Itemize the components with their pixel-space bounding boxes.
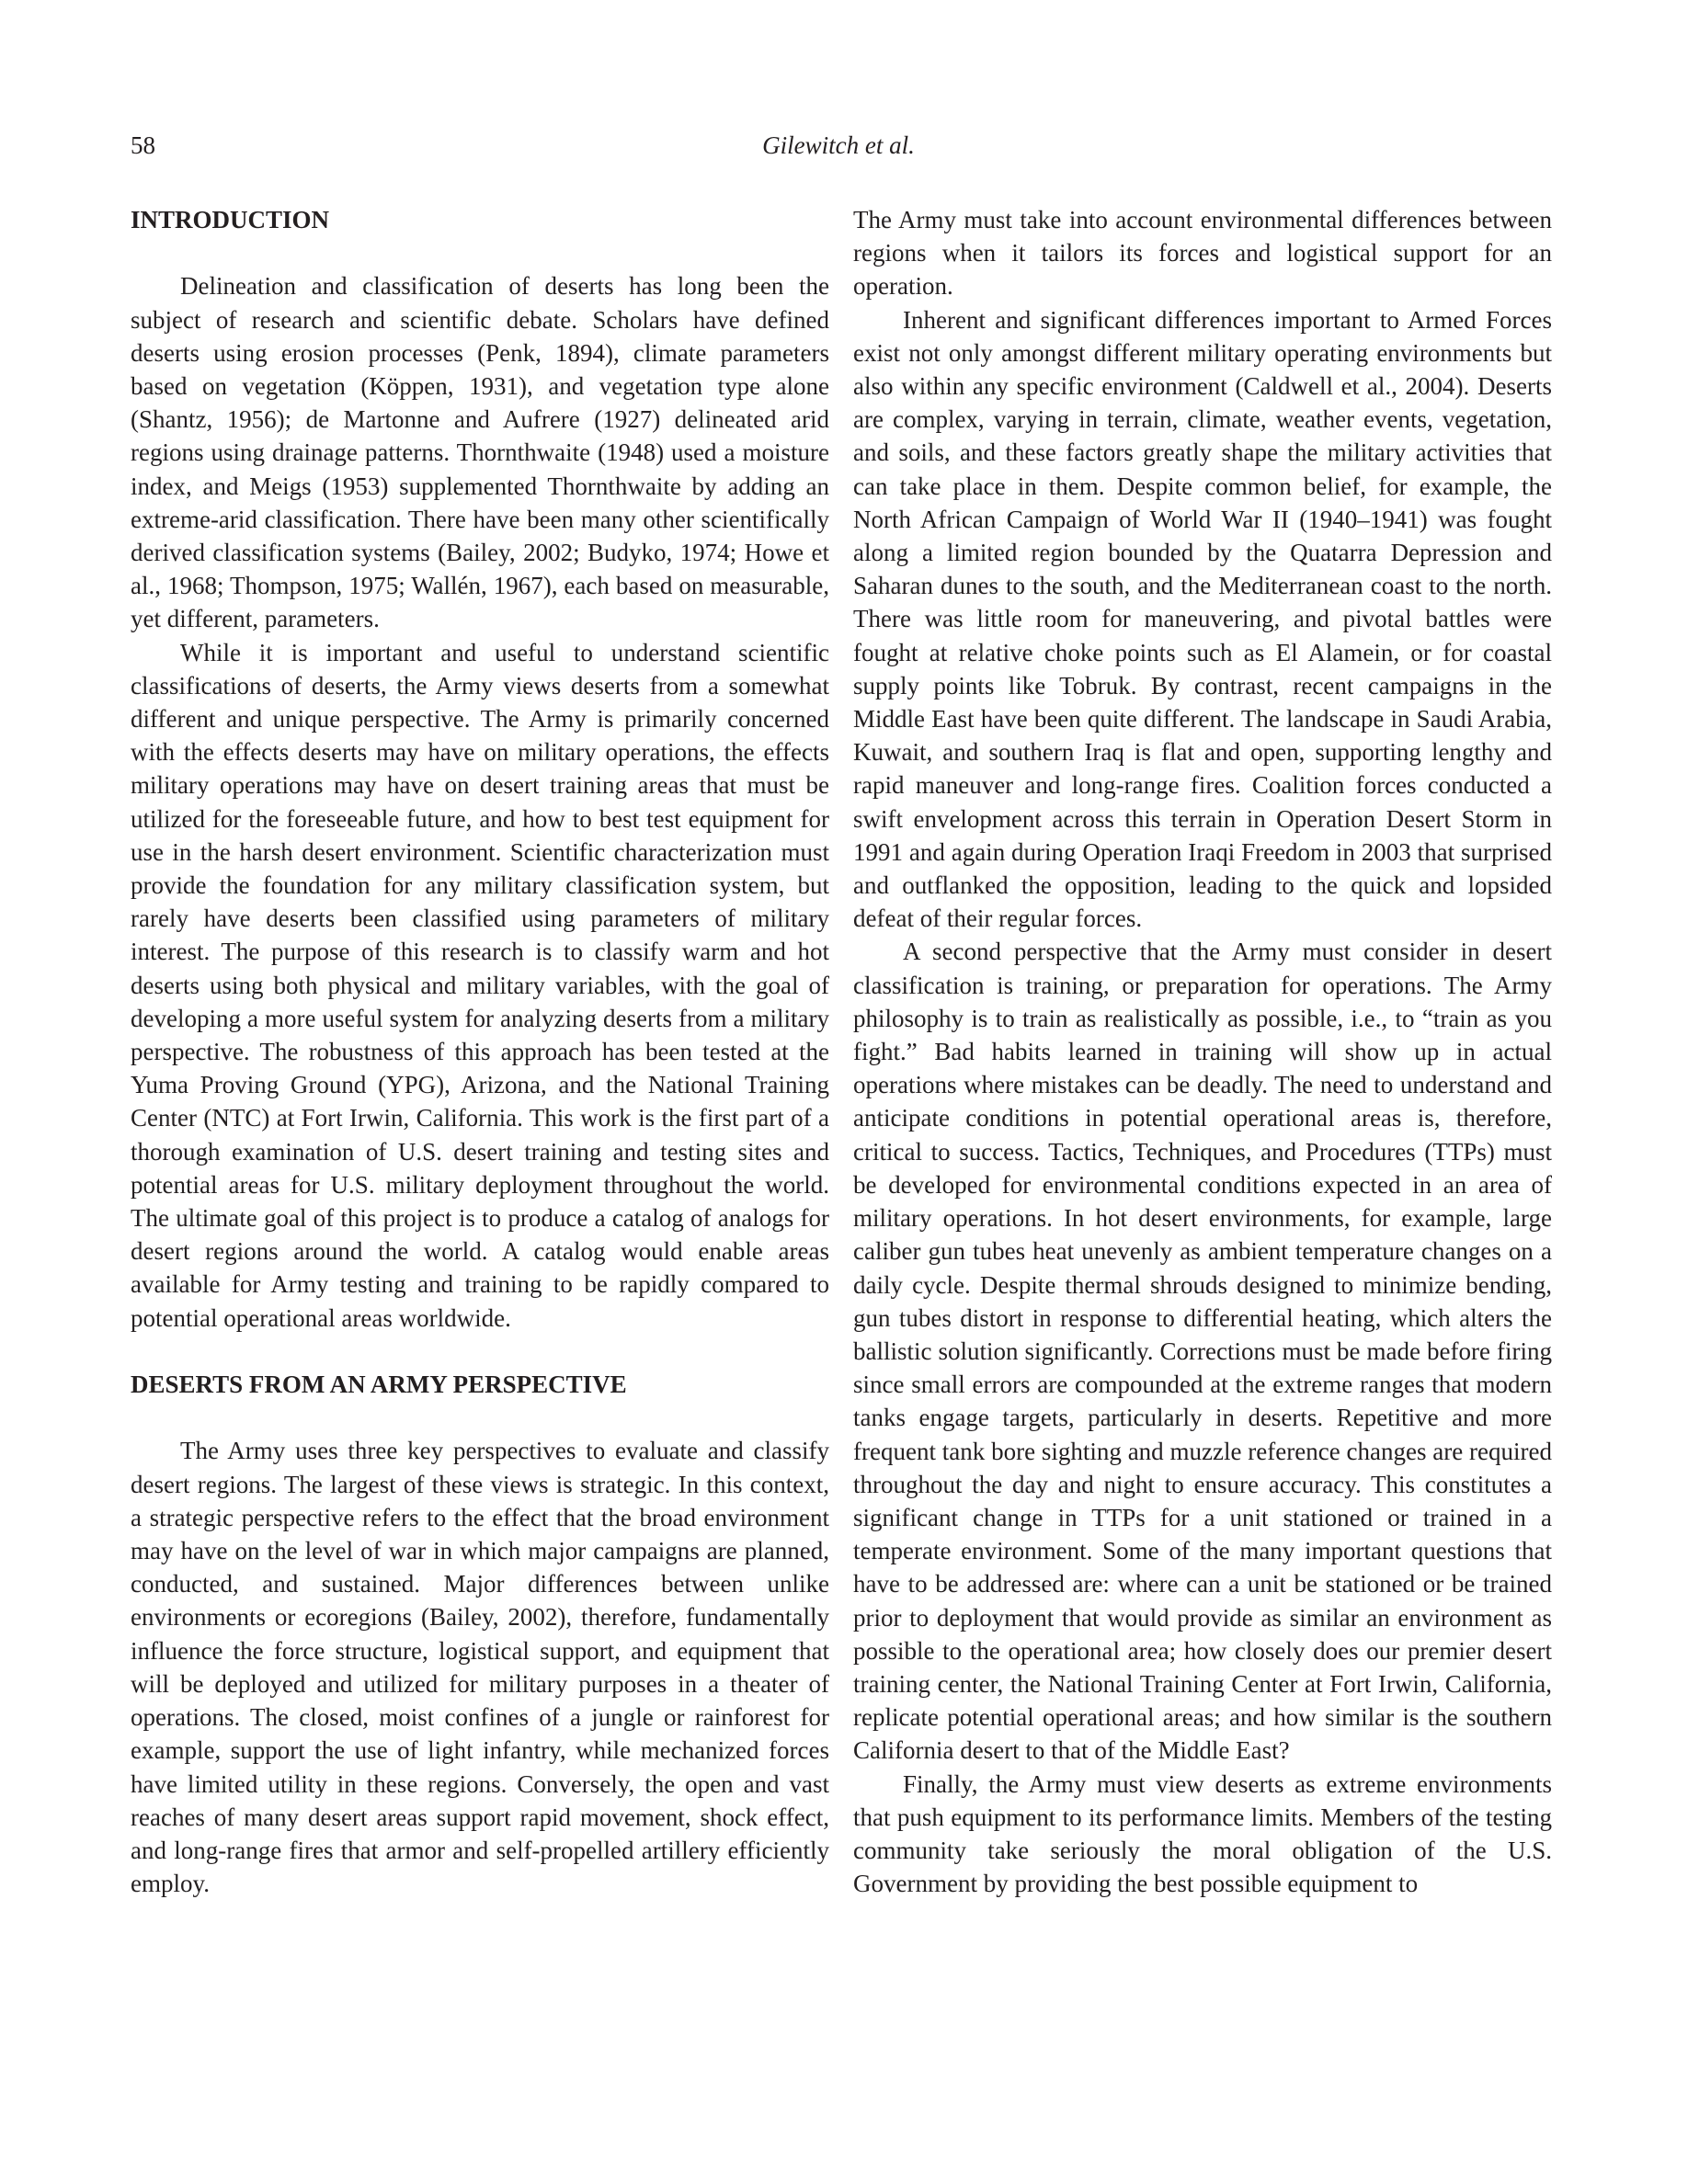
paragraph: Delineation and classification of deserts has long been the subject of research and scientific debate. Scholars have defined deserts using erosion processes (Penk, 1894), climate parameters based on vegetation (Köppen, 1931), and vegetation type alone (Shantz, 1956); de Martonne and Aufrere (1927) delineated arid regions using drainage patterns. Thornthwaite (1948) used a moisture index, and Meigs (1953) supplemented Thornthwaite by adding an extreme-arid classification. There have been many other scientifically derived classification systems (Bailey, 2002; Budyko, 1974; Howe et al., 1968; Thompson, 1975; Wallén, 1967), each based on measurable, yet different, parameters. <box>131 272 829 633</box>
section-heading-army-perspective: DESERTS FROM AN ARMY PERSPECTIVE <box>131 1371 627 1399</box>
paragraph-continued: The Army must take into account environmental differences between regions when it tailors its forces and logistical support for an operation. <box>853 206 1552 301</box>
paragraph: While it is important and useful to understand scientific classifications of deserts, the Army views deserts from a somewhat different and unique perspective. The Army is primarily concerned with the effects deserts may have on military operations, the effects military operations may have on desert training areas that must be utilized for the foreseeable future, and how to best test equipment for use in the harsh desert environment. Scientific characterization must provide the foundation for any military classification system, but rarely have deserts been classified using parameters of military interest. The purpose of this research is to classify warm and hot deserts using both physical and military variables, with the goal of developing a more useful system for analyzing deserts from a military perspective. The robustness of this approach has been tested at the Yuma Proving Ground (YPG), Arizona, and the National Training Center (NTC) at Fort Irwin, California. This work is the first part of a thorough examination of U.S. desert training and testing sites and potential areas for U.S. military deployment throughout the world. The ultimate goal of this project is to produce a catalog of analogs for desert regions around the world. A catalog would enable areas available for Army testing and training to be rapidly compared to potential operational areas worldwide. <box>131 638 829 1332</box>
section-heading-introduction: INTRODUCTION <box>131 206 330 233</box>
page-number: 58 <box>131 131 155 159</box>
right-column <box>853 203 1552 1900</box>
running-head: Gilewitch et al. <box>762 131 915 159</box>
paragraph: Finally, the Army must view deserts as extreme environments that push equipment to its performance limits. Members of the testing community take seriously the moral obligation of the U.S. Government by providing the best possible equipment to <box>853 1769 1552 1898</box>
paragraph: Inherent and significant differences important to Armed Forces exist not only amongst different military operating environments but also within any specific environment (Caldwell et al., 2004). Deserts are complex, varying in terrain, climate, weather events, vegetation, and soils, and these factors greatly shape the military activities that can take place in them. Despite common belief, for example, the North African Campaign of World War II (1940–1941) was fought along a limited region bounded by the Quatarra Depression and Saharan dunes to the south, and the Mediterranean coast to the north. There was little room for maneuvering, and pivotal battles were fought at relative choke points such as El Alamein, or for coastal supply points like Tobruk. By contrast, recent campaigns in the Middle East have been quite different. The landscape in Saudi Arabia, Kuwait, and southern Iraq is flat and open, supporting lengthy and rapid maneuver and long-range fires. Coalition forces conducted a swift envelopment across this terrain in Operation Desert Storm in 1991 and again during Operation Iraqi Freedom in 2003 that surprised and outflanked the opposition, leading to the quick and lopsided defeat of their regular forces. <box>853 305 1552 933</box>
left-column <box>131 203 829 1900</box>
paragraph: A second perspective that the Army must consider in desert classification is training, or preparation for operations. The Army philosophy is to train as realistically as possible, i.e., to “train as you fight.” Bad habits learned in training will show up in actual operations where mistakes can be deadly. The need to understand and anticipate conditions in potential operational areas is, therefore, critical to success. Tactics, Techniques, and Procedures (TTPs) must be developed for environmental conditions expected in an area of military operations. In hot desert environments, for example, large caliber gun tubes heat unevenly as ambient temperature changes on a daily cycle. Despite thermal shrouds designed to minimize bending, gun tubes distort in response to differential heating, which alters the ballistic solution significantly. Corrections must be made before firing since small errors are compounded at the extreme ranges that modern tanks engage targets, particularly in deserts. Repetitive and more frequent tank bore sighting and muzzle reference changes are required throughout the day and night to ensure accuracy. This constitutes a significant change in TTPs for a unit stationed or trained in a temperate environment. Some of the many important questions that have to be addressed are: where can a unit be stationed or be trained prior to deployment that would provide as similar an environment as possible to the operational area; how closely does our premier desert training center, the National Training Center at Fort Irwin, California, replicate potential operational areas; and how similar is the southern California desert to that of the Middle East? <box>853 938 1552 1765</box>
paragraph: The Army uses three key perspectives to evaluate and classify desert regions. The largest of these views is strategic. In this context, a strategic perspective refers to the effect that the broad environment may have on the level of war in which major campaigns are planned, conducted, and sustained. Major differences between unlike environments or ecoregions (Bailey, 2002), therefore, fundamentally influence the force structure, logistical support, and equipment that will be deployed and utilized for military purposes in a theater of operations. The closed, moist confines of a jungle or rainforest for example, support the use of light infantry, while mechanized forces have limited utility in these regions. Conversely, the open and vast reaches of many desert areas support rapid movement, shock effect, and long-range fires that armor and self-propelled artillery efficiently employ. <box>131 1437 829 1898</box>
page-header <box>131 127 1546 164</box>
